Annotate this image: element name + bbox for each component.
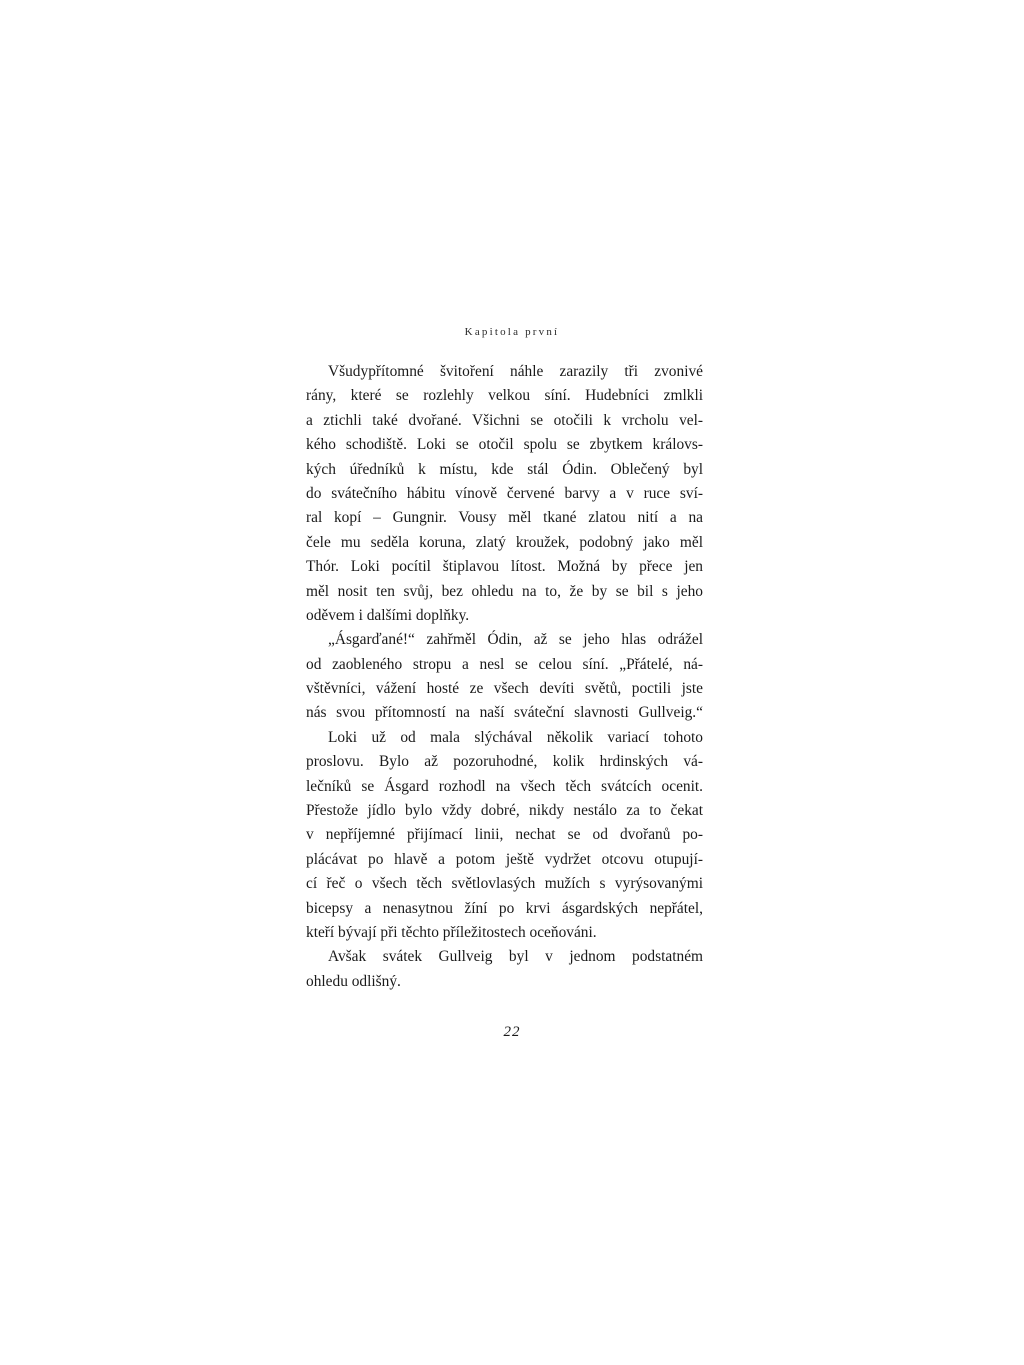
- text-line: proslovu. Bylo až pozoruhodné, kolik hrdinských vá-: [306, 753, 703, 771]
- text-line: cí řeč o všech těch světlovlasých mužích s vyrýsovanými: [306, 875, 703, 893]
- text-line: do svátečního hábitu vínově červené barvy a v ruce sví-: [306, 484, 703, 502]
- page-number: 22: [503, 1024, 521, 1040]
- text-line: oděvem i dalšími doplňky.: [306, 606, 470, 624]
- text-line: Thór. Loki pocítil štiplavou lítost. Možná by přece jen: [306, 558, 703, 576]
- text-line: plácávat po hlavě a potom ještě vydržet otcovu otupují-: [306, 850, 703, 868]
- text-line: a ztichli také dvořané. Všichni se otočili k vrcholu vel-: [306, 411, 703, 429]
- text-line: ohledu odlišný.: [306, 972, 401, 990]
- text-line: čele mu seděla koruna, zlatý kroužek, podobný jako měl: [306, 533, 703, 551]
- text-line: vštěvníci, vážení hosté ze všech devíti světů, poctili jste: [306, 680, 703, 698]
- text-line: nás svou přítomností na naší sváteční slavnosti Gullveig.“: [306, 704, 703, 722]
- text-line: ral kopí – Gungnir. Vousy měl tkané zlatou nití a na: [306, 509, 703, 527]
- text-line: Přestože jídlo bylo vždy dobré, nikdy nestálo za to čekat: [306, 802, 703, 820]
- text-line: kteří bývají při těchto příležitostech oceňováni.: [306, 923, 597, 941]
- text-line: měl nosit ten svůj, bez ohledu na to, že by se bil s jeho: [306, 582, 703, 600]
- text-line: „Ásgarďané!“ zahřměl Ódin, až se jeho hlas odrážel: [328, 631, 703, 649]
- text-line: bicepsy a nenasytnou žíní po krvi ásgardských nepřátel,: [306, 899, 703, 917]
- text-line: Všudypřítomné švitoření náhle zarazily tři zvonivé: [328, 363, 703, 380]
- text-line: Avšak svátek Gullveig byl v jednom podstatném: [328, 948, 703, 966]
- running-head: Kapitola první: [464, 326, 560, 338]
- text-line: Loki už od mala slýchával několik variací tohoto: [328, 728, 703, 746]
- body-text: [306, 360, 703, 994]
- text-line: lečníků se Ásgard rozhodl na všech těch svátcích ocenit.: [306, 777, 703, 795]
- text-line: kých úředníků k místu, kde stál Ódin. Oblečený byl: [306, 460, 703, 478]
- text-line: v nepříjemné přijímací linii, nechat se od dvořanů po-: [306, 826, 703, 844]
- text-line: od zaobleného stropu a nesl se celou síní. „Přátelé, ná-: [306, 655, 703, 673]
- text-line: rány, které se rozlehly velkou síní. Hudebníci zmlkli: [306, 387, 703, 405]
- text-line: kého schodiště. Loki se otočil spolu se zbytkem královs-: [306, 436, 703, 454]
